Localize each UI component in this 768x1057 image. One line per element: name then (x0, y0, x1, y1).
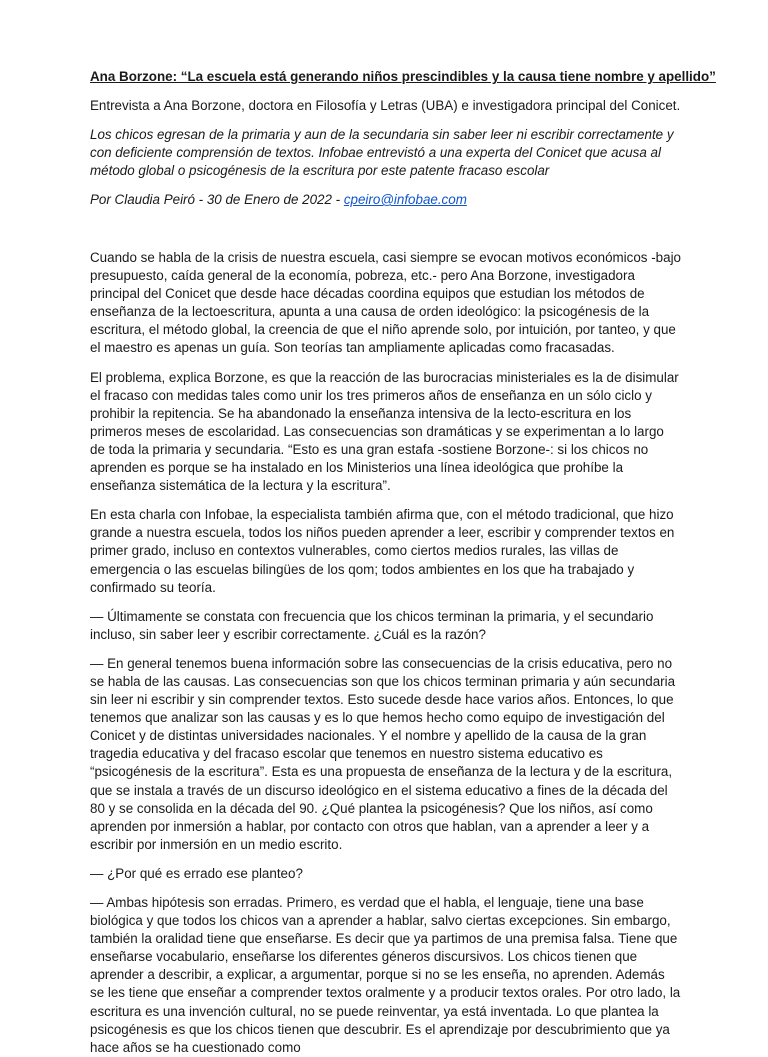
interview-answer: — Ambas hipótesis son erradas. Primero, es verdad que el habla, el lenguaje, tiene una base biológica y que todos los chicos van a aprender a hablar, salvo ciertas excepciones. Sin embargo, también la oralidad tiene que enseñarse. Es decir que ya partimos de una premisa falsa. Tiene que enseñarse vocabulario, enseñarse los diferentes géneros discursivos. Los chicos tienen que aprender a describir, a explicar, a argumentar, porque si no se les enseña, no aprenden. Además se les tiene que enseñar a comprender textos oralmente y a producir textos orales. Por otro lado, la escritura es una invención cultural, no se puede reinventar, ya está inventada. Lo que plantea la psicogénesis es que los chicos tienen que descubrir. Es el aprendizaje por descubrimiento que ya hace años se ha cuestionado como (90, 895, 681, 1055)
body-paragraph: Cuando se habla de la crisis de nuestra escuela, casi siempre se evocan motivos económicos -bajo presupuesto, caída general de la economía, pobreza, etc.- pero Ana Borzone, investigadora principal del Conicet que desde hace décadas coordina equipos que estudian los métodos de enseñanza de la lectoescritura, apunta a una causa de orden ideológico: la psicogénesis de la escritura, el método global, la creencia de que el niño aprende solo, por intuición, por tanteo, y que el maestro es apenas un guía. Son teorías tan ampliamente aplicadas como fracasadas. (90, 250, 681, 356)
article-byline (90, 191, 682, 209)
article-lead: Los chicos egresan de la primaria y aun de la secundaria sin saber leer ni escribir correctamente y con deficiente comprensión de textos. Infobae entrevistó a una experta del Conicet que acusa al método global o psicogénesis de la escritura por este patente fracaso escolar (90, 127, 674, 178)
interview-question: — Últimamente se constata con frecuencia que los chicos terminan la primaria, y el secundario incluso, sin saber leer y escribir correctamente. ¿Cuál es la razón? (90, 608, 654, 642)
interview-answer: — En general tenemos buena información sobre las consecuencias de la crisis educativa, pero no se habla de las causas. Las consecuencias son que los chicos terminan primaria y aún secundaria sin leer ni escribir y sin comprender textos. Esto sucede desde hace varios años. Entonces, lo que tenemos que analizar son las causas y es lo que hemos hecho como equipo de investigación del Conicet y de distintas universidades nacionales. Y el nombre y apellido de la causa de la gran tragedia educativa y del fracaso escolar que tenemos en nuestro sistema educativo es “psicogénesis de la escritura”. Esta es una propuesta de enseñanza de la lectura y de la escritura, que se instala a través de un discurso ideológico en el sistema educativo a fines de la década del 80 y se consolida en la década del 90. ¿Qué plantea la psicogénesis? Que los niños, así como aprenden por inmersión a hablar, por contacto con otros que hablan, van a aprender a leer y a escribir por inmersión en un medio escrito. (90, 655, 676, 852)
interview-question: — ¿Por qué es errado ese planteo? (90, 865, 303, 881)
body-paragraph: El problema, explica Borzone, es que la reacción de las burocracias ministeriales es la de disimular el fracaso con medidas tales como unir los tres primeros años de enseñanza en un sólo ciclo y prohibir la repitencia. Se ha abandonado la enseñanza intensiva de la lecto-escritura en los primeros meses de escolaridad. Las consecuencias son dramáticas y se experimentan a lo largo de toda la primaria y secundaria. “Esto es una gran estafa -sostiene Borzone-: si los chicos no aprenden es porque se ha instalado en los Ministerios una línea ideológica que prohíbe la enseñanza sistemática de la lectura y la escritura”. (90, 369, 679, 494)
author-email-link[interactable]: cpeiro@infobae.com (343, 192, 467, 207)
body-paragraph: En esta charla con Infobae, la especialista también afirma que, con el método tradicional, que hizo grande a nuestra escuela, todos los niños pueden aprender a leer, escribir y comprender textos en primer grado, incluso en contextos vulnerables, como ciertos medios rurales, las villas de emergencia o las escuelas bilingües de los qom; todos ambientes en los que ha trabajado y confirmado su teoría. (90, 507, 675, 595)
article-body (90, 249, 682, 1057)
article-intro: Entrevista a Ana Borzone, doctora en Filosofía y Letras (UBA) e investigadora principal del Conicet. (90, 98, 681, 113)
article-title: Ana Borzone: “La escuela está generando niños prescindibles y la causa tiene nombre y apellido” (90, 69, 716, 84)
byline-text: Por Claudia Peiró - 30 de Enero de 2022 - (90, 192, 344, 207)
